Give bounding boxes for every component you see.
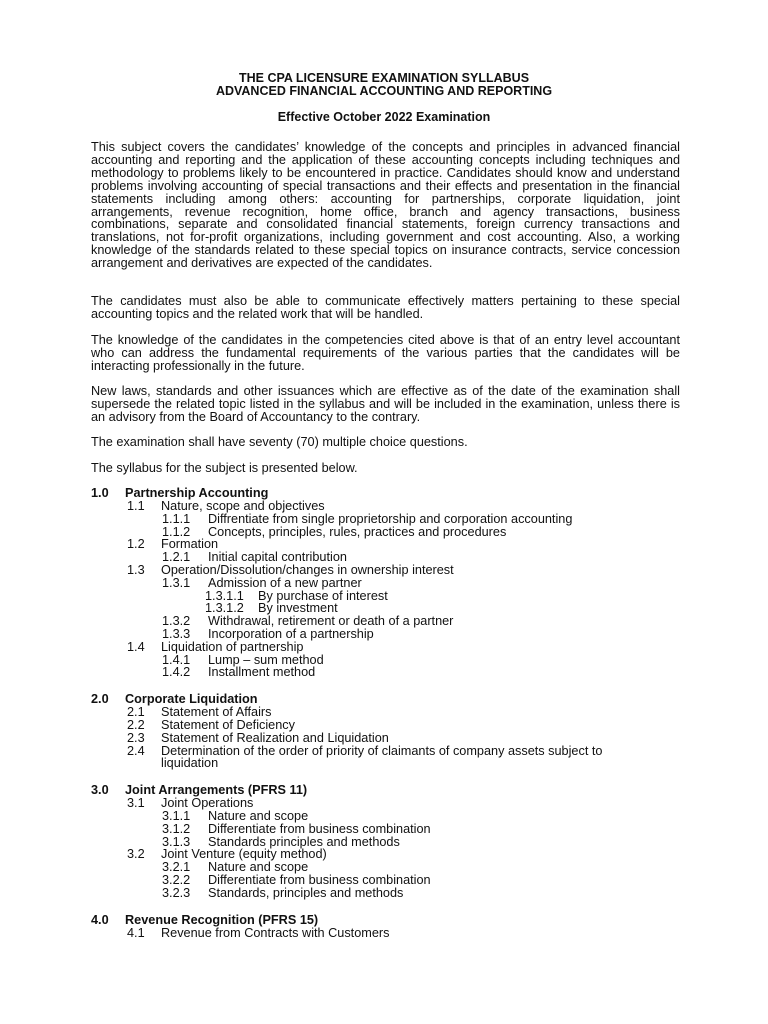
outline-item: [0, 861, 768, 874]
item-label: Differentiate from business combination: [208, 821, 431, 836]
item-number: 1.4.1: [162, 652, 191, 667]
intro-paragraph: This subject covers the candidates’ knowledge of the concepts and principles in advanced financial accounting and reporting and the application of these accounting concepts including techniques and methodology to problems likely to be encountered in practice. Candidates should know and understand problems involving accounting of special transactions and their effects and presentation in the financial statements including among others: accounting for partnerships, corporate liquidation, joint arrangements, revenue recognition, home office, branch and agency transactions, business combinations, separate and consolidated financial statements, foreign currency transactions and translations, not for-profit organizations, including government and cost accounting. Also, a working knowledge of the standards related to these special topics on insurance contracts, service concession arrangement and derivatives are expected of the candidates.: [91, 140, 680, 271]
item-number: 3.1.1: [162, 808, 191, 823]
item-number: 1.3.1.1: [205, 588, 244, 603]
syllabus-title: THE CPA LICENSURE EXAMINATION SYLLABUS: [238, 71, 530, 85]
item-number: 1.3: [127, 562, 145, 577]
competency-paragraph: The knowledge of the candidates in the competencies cited above is that of an entry level accountant who can address the fundamental requirements of the various parties that the candidates will be interacting professionally in the future.: [91, 333, 680, 373]
item-label: Standards, principles and methods: [208, 885, 404, 900]
item-number: 4.1: [127, 925, 145, 940]
outline-item: [0, 927, 768, 940]
item-number: 3.1: [127, 796, 145, 811]
communication-paragraph: The candidates must also be able to communicate effectively matters pertaining to these special accounting topics and the related work that will be handled.: [91, 294, 680, 321]
subject-title: ADVANCED FINANCIAL ACCOUNTING AND REPORTING: [215, 84, 553, 98]
outline-item: [0, 615, 768, 628]
item-label: Joint Operations: [161, 796, 254, 811]
item-label: Nature and scope: [208, 808, 309, 823]
outline-item: [0, 823, 768, 836]
syllabus-intro-paragraph: The syllabus for the subject is presented below.: [91, 461, 358, 475]
outline-item: [0, 526, 768, 539]
item-label: Withdrawal, retirement or death of a partner: [208, 614, 454, 629]
item-label: Determination of the order of priority of claimants of company assets subject to liquidation: [161, 743, 603, 771]
item-label: Formation: [161, 537, 219, 552]
section-heading: [0, 914, 768, 927]
item-number: 1.2.1: [162, 550, 191, 565]
section-title: Revenue Recognition (PFRS 15): [125, 912, 319, 927]
section-heading: [0, 487, 768, 500]
item-number: 1.4.2: [162, 665, 191, 680]
outline-item: [0, 564, 768, 577]
item-label: Liquidation of partnership: [161, 639, 304, 654]
item-number: 3.1.2: [162, 821, 191, 836]
outline-item: [0, 666, 768, 679]
outline-item: [0, 538, 768, 551]
effective-date: Effective October 2022 Examination: [277, 110, 491, 124]
outline-item: [0, 513, 768, 526]
item-label: Statement of Affairs: [161, 705, 272, 720]
section-number: 1.0: [91, 486, 109, 500]
item-number: 1.4: [127, 639, 145, 654]
outline-item: [0, 577, 768, 590]
outline-item: [0, 836, 768, 849]
item-label: Differentiate from business combination: [208, 872, 431, 887]
item-label: Revenue from Contracts with Customers: [161, 925, 390, 940]
outline-item: [0, 797, 768, 810]
item-label: By investment: [258, 601, 338, 616]
item-label: Joint Venture (equity method): [161, 847, 327, 862]
item-number: 3.1.3: [162, 834, 191, 849]
section-title: Joint Arrangements (PFRS 11): [125, 783, 308, 798]
item-label: Lump – sum method: [208, 652, 324, 667]
outline-item: [0, 590, 768, 603]
outline-item: [0, 641, 768, 654]
outline-item: [0, 887, 768, 900]
section-number: 4.0: [91, 912, 109, 927]
section-title: Corporate Liquidation: [125, 692, 258, 707]
section-title: Partnership Accounting: [125, 486, 269, 500]
outline-item: [0, 719, 768, 732]
item-number: 1.3.1: [162, 575, 191, 590]
item-label: Installment method: [208, 665, 316, 680]
item-label: Nature, scope and objectives: [161, 499, 325, 513]
item-number: 2.2: [127, 717, 145, 732]
item-number: 1.2: [127, 537, 145, 552]
item-number: 1.3.1.2: [205, 601, 244, 616]
item-label: Admission of a new partner: [208, 575, 362, 590]
item-label: Concepts, principles, rules, practices and procedures: [208, 524, 507, 539]
item-label: Standards principles and methods: [208, 834, 400, 849]
outline-item: [0, 848, 768, 861]
section-heading: [0, 784, 768, 797]
outline-item: [0, 810, 768, 823]
item-number: 2.1: [127, 705, 145, 720]
outline-item: [0, 706, 768, 719]
item-number: 3.2.1: [162, 860, 191, 875]
item-number: 2.3: [127, 730, 145, 745]
outline-item: [0, 732, 768, 745]
item-number: 3.2.3: [162, 885, 191, 900]
item-label: By purchase of interest: [258, 588, 388, 603]
outline-item: [0, 654, 768, 667]
syllabus-outline: [0, 487, 768, 939]
item-number: 3.2: [127, 847, 145, 862]
outline-item: [0, 874, 768, 887]
outline-item: [0, 500, 768, 513]
item-number: 2.4: [127, 743, 145, 758]
item-label: Nature and scope: [208, 860, 309, 875]
item-label: Incorporation of a partnership: [208, 626, 374, 641]
item-label: Initial capital contribution: [208, 550, 347, 565]
item-number: 3.2.2: [162, 872, 191, 887]
item-label: Statement of Deficiency: [161, 717, 295, 732]
item-number: 1.1: [127, 499, 145, 513]
item-number: 1.1.1: [162, 511, 191, 526]
item-label: Diffrentiate from single proprietorship and corporation accounting: [208, 511, 573, 526]
item-label: Statement of Realization and Liquidation: [161, 730, 389, 745]
item-number: 1.1.2: [162, 524, 191, 539]
section-heading: [0, 693, 768, 706]
question-count-paragraph: The examination shall have seventy (70) multiple choice questions.: [91, 435, 468, 449]
laws-paragraph: New laws, standards and other issuances which are effective as of the date of the examination shall supersede the related topic listed in the syllabus and will be included in the examination, unless there is an advisory from the Board of Accountancy to the contrary.: [91, 384, 680, 424]
outline-item: [0, 628, 768, 641]
item-number: 1.3.2: [162, 614, 191, 629]
item-number: 1.3.3: [162, 626, 191, 641]
section-number: 2.0: [91, 692, 109, 707]
item-label: Operation/Dissolution/changes in ownership interest: [161, 562, 454, 577]
outline-item: [0, 745, 768, 771]
section-number: 3.0: [91, 783, 109, 798]
